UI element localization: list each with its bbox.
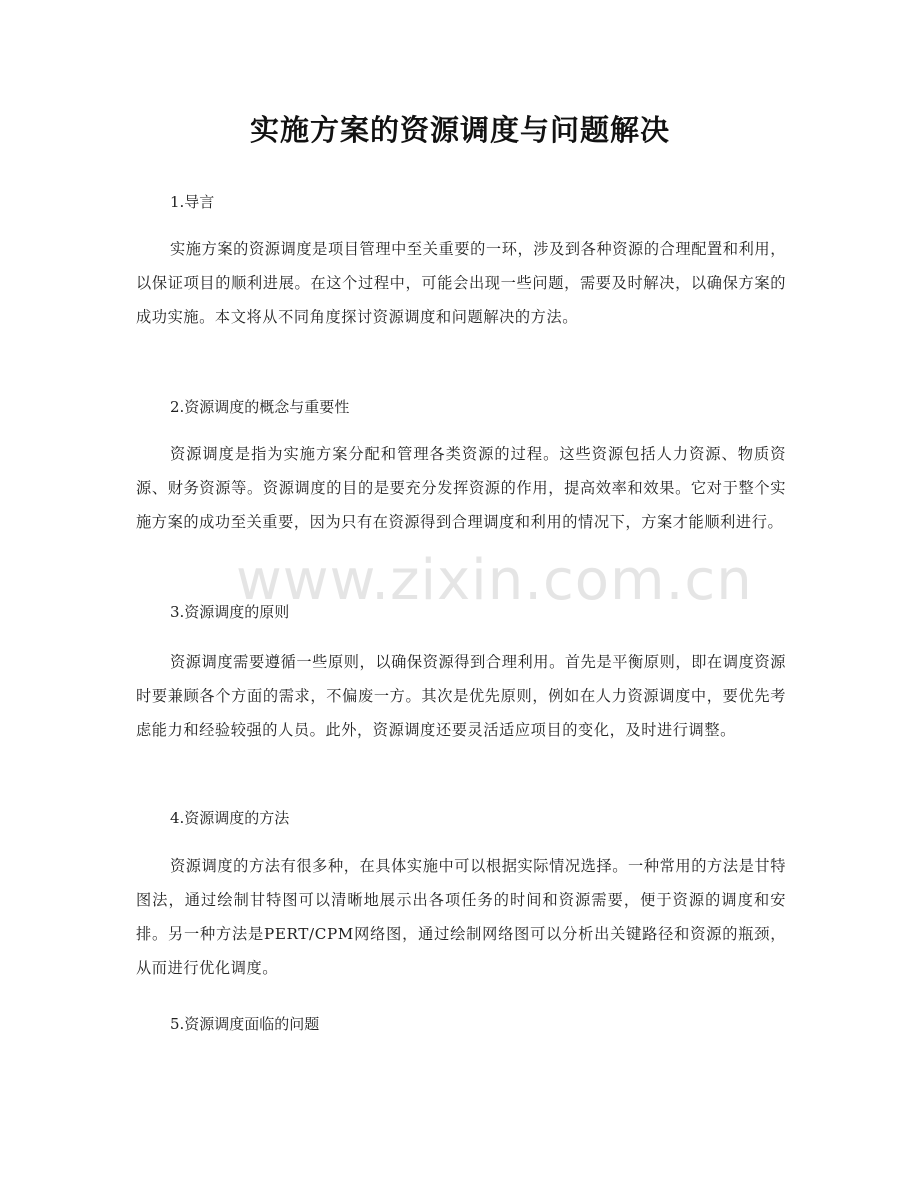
section-heading-intro: 1.导言 bbox=[170, 193, 215, 211]
section-paragraph-concept: 资源调度是指为实施方案分配和管理各类资源的过程。这些资源包括人力资源、物质资源、财务资源等。资源调度的目的是要充分发挥资源的作用，提高效率和效果。它对于整个实施方案的成功至关重要，因为只有在资源得到合理调度和利用的情况下，方案才能顺利进行。 bbox=[136, 445, 786, 531]
section-heading-problems: 5.资源调度面临的问题 bbox=[170, 1015, 320, 1033]
document-title: 实施方案的资源调度与问题解决 bbox=[249, 113, 670, 147]
section-heading-concept: 2.资源调度的概念与重要性 bbox=[170, 398, 350, 416]
section-heading-principles: 3.资源调度的原则 bbox=[170, 603, 290, 621]
watermark: www.zixin.com.cn bbox=[236, 548, 753, 613]
section-paragraph-intro: 实施方案的资源调度是项目管理中至关重要的一环，涉及到各种资源的合理配置和利用，以保证项目的顺利进展。在这个过程中，可能会出现一些问题，需要及时解决，以确保方案的成功实施。本文将从不同角度探讨资源调度和问题解决的方法。 bbox=[136, 240, 786, 326]
section-paragraph-principles: 资源调度需要遵循一些原则，以确保资源得到合理利用。首先是平衡原则，即在调度资源时要兼顾各个方面的需求，不偏废一方。其次是优先原则，例如在人力资源调度中，要优先考虑能力和经验较强的人员。此外，资源调度还要灵活适应项目的变化，及时进行调整。 bbox=[136, 653, 786, 739]
section-paragraph-methods: 资源调度的方法有很多种，在具体实施中可以根据实际情况选择。一种常用的方法是甘特图法，通过绘制甘特图可以清晰地展示出各项任务的时间和资源需要，便于资源的调度和安排。另一种方法是PERT/CPM网络图，通过绘制网络图可以分析出关键路径和资源的瓶颈，从而进行优化调度。 bbox=[136, 857, 786, 977]
section-heading-methods: 4.资源调度的方法 bbox=[170, 809, 290, 827]
